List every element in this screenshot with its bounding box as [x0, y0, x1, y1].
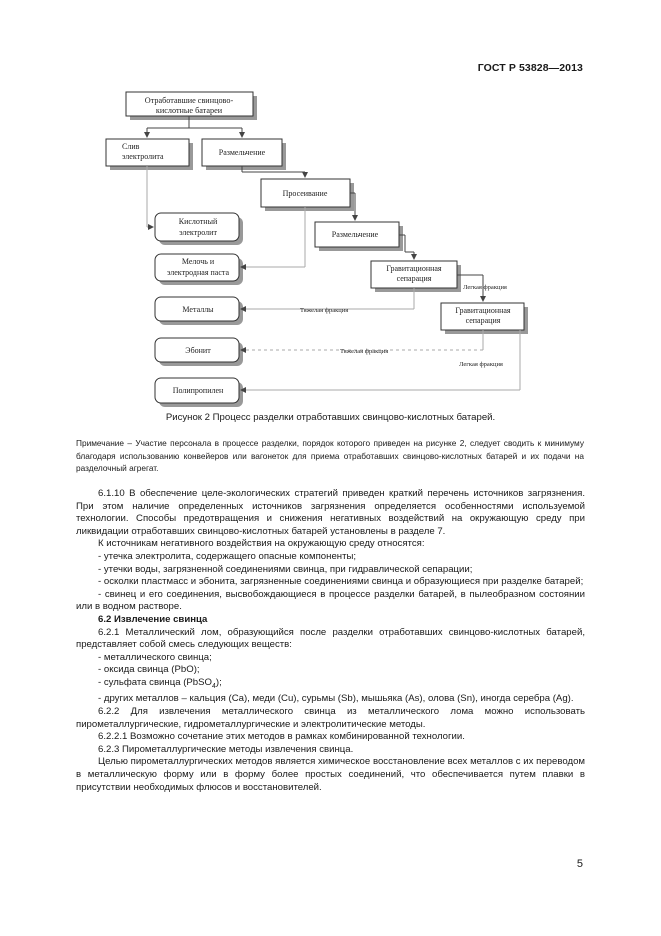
source-item-2: - утечки воды, загрязненной соединениями свинца, при гидравлической сепарации; — [98, 563, 473, 575]
polypropylene-box — [155, 378, 243, 407]
svg-text:электродная паста: электродная паста — [166, 268, 230, 277]
heavy-fraction-label-2: Тяжелая фракция — [340, 348, 389, 355]
light-fraction-label-2: Легкая фракция — [459, 361, 503, 368]
acid-electrolyte-box — [155, 213, 243, 245]
process-flow-diagram — [0, 0, 661, 420]
source-box — [126, 92, 257, 120]
crushing-box-1 — [202, 139, 286, 170]
gravity-separation-box-1 — [371, 261, 461, 292]
sieving-box — [261, 179, 354, 211]
note-paragraph: Примечание – Участие персонала в процессе разделки, порядок которого приведен на рисунке 2, следует сводить к минимуму благодаря использованию конвейеров или вагонеток для приема отработавших свинцово-кислотных батарей и их подачи на разделочный агрегат. — [76, 438, 584, 473]
svg-text:электролита: электролита — [122, 152, 164, 161]
svg-text:Мелочь и: Мелочь и — [181, 257, 215, 266]
metals-box — [155, 297, 243, 325]
svg-text:Размельчение: Размельчение — [218, 148, 266, 157]
svg-text:Гравитационная: Гравитационная — [455, 306, 511, 315]
substance-item-3: - сульфата свинца (PbSO$_4$); — [98, 676, 222, 690]
ebonite-box — [155, 338, 243, 366]
source-item-4: - свинец и его соединения, высвобождающиеся в процессе разделки батарей, в пылеобразном состоянии или в водном растворе. — [76, 588, 585, 613]
svg-text:сепарация: сепарация — [396, 274, 432, 283]
crushing-box-2 — [315, 222, 403, 251]
svg-text:Полипропилен: Полипропилен — [172, 386, 224, 395]
gravity-separation-box-2 — [441, 303, 528, 334]
drain-electrolyte-box — [106, 139, 193, 170]
heavy-fraction-label-1: Тяжелая фракция — [300, 307, 349, 314]
sources-intro: К источникам негативного воздействия на окружающую среду относятся: — [98, 538, 425, 550]
page-number: 5 — [576, 858, 583, 870]
substance-item-2: - оксида свинца (PbO); — [98, 664, 200, 676]
paragraph-6-1-10: 6.1.10 В обеспечение целе-экологических стратегий приведен краткий перечень источников загрязнения. При этом наличие определенных источников загрязнения определяется особенностями используемой технологии. Способы предотвращения и снижения негативных воздействий на окружающую среду при ликвидации отработавших свинцово-кислотных батарей установлены в разделе 7. — [76, 488, 585, 537]
fines-paste-box — [155, 254, 243, 285]
svg-text:сепарация: сепарация — [465, 316, 501, 325]
source-item-3: - осколки пластмасс и эбонита, загрязненные соединениями свинца и образующиеся при разделке батарей; — [98, 576, 584, 588]
svg-text:Металлы: Металлы — [182, 305, 214, 314]
paragraph-6-2-1: 6.2.1 Металлический лом, образующийся после разделки отработавших свинцово-кислотных батарей, представляет собой смесь следующих веществ: — [76, 626, 585, 651]
section-heading-6-2: 6.2 Извлечение свинца — [98, 613, 208, 625]
svg-text:Размельчение: Размельчение — [331, 230, 379, 239]
svg-text:Эбонит: Эбонит — [185, 346, 211, 355]
main-body — [76, 488, 585, 794]
svg-text:Кислотный: Кислотный — [178, 217, 218, 226]
light-fraction-label-1: Легкая фракция — [463, 284, 507, 291]
svg-text:кислотные батареи: кислотные батареи — [155, 106, 223, 115]
paragraph-6-2-3-body: Целью пирометаллургических методов является химическое восстановление всех металлов с их переводом в металлическую форму или в форму более простых соединений, что обеспечивается путем плавки в присутствии необходимых флюсов и восстановителей. — [76, 756, 585, 793]
paragraph-6-2-3: 6.2.3 Пирометаллургические методы извлечения свинца. — [98, 743, 354, 755]
svg-text:Просеивание: Просеивание — [282, 189, 328, 198]
svg-text:Гравитационная: Гравитационная — [386, 264, 442, 273]
paragraph-6-2-2: 6.2.2 Для извлечения металлического свинца из металлического лома можно использовать пирометаллургические, гидрометаллургические и электролитические методы. — [76, 706, 585, 730]
source-item-1: - утечка электролита, содержащего опасные компоненты; — [98, 550, 357, 562]
figure-caption: Рисунок 2 Процесс разделки отработавших свинцово-кислотных батарей. — [165, 412, 496, 423]
substance-item-4: - других металлов – кальция (Ca), меди (Cu), сурьмы (Sb), мышьяка (As), олова (Sn), иногда серебра (Ag). — [98, 693, 574, 705]
substance-item-1: - металлического свинца; — [98, 651, 212, 663]
paragraph-6-2-2-1: 6.2.2.1 Возможно сочетание этих методов в рамках комбинированной технологии. — [98, 731, 465, 743]
document-header: ГОСТ Р 53828—2013 — [477, 62, 583, 74]
svg-text:Слив: Слив — [122, 142, 140, 151]
svg-text:Отработавшие свинцово-: Отработавшие свинцово- — [144, 96, 234, 105]
svg-text:электролит: электролит — [179, 228, 217, 237]
